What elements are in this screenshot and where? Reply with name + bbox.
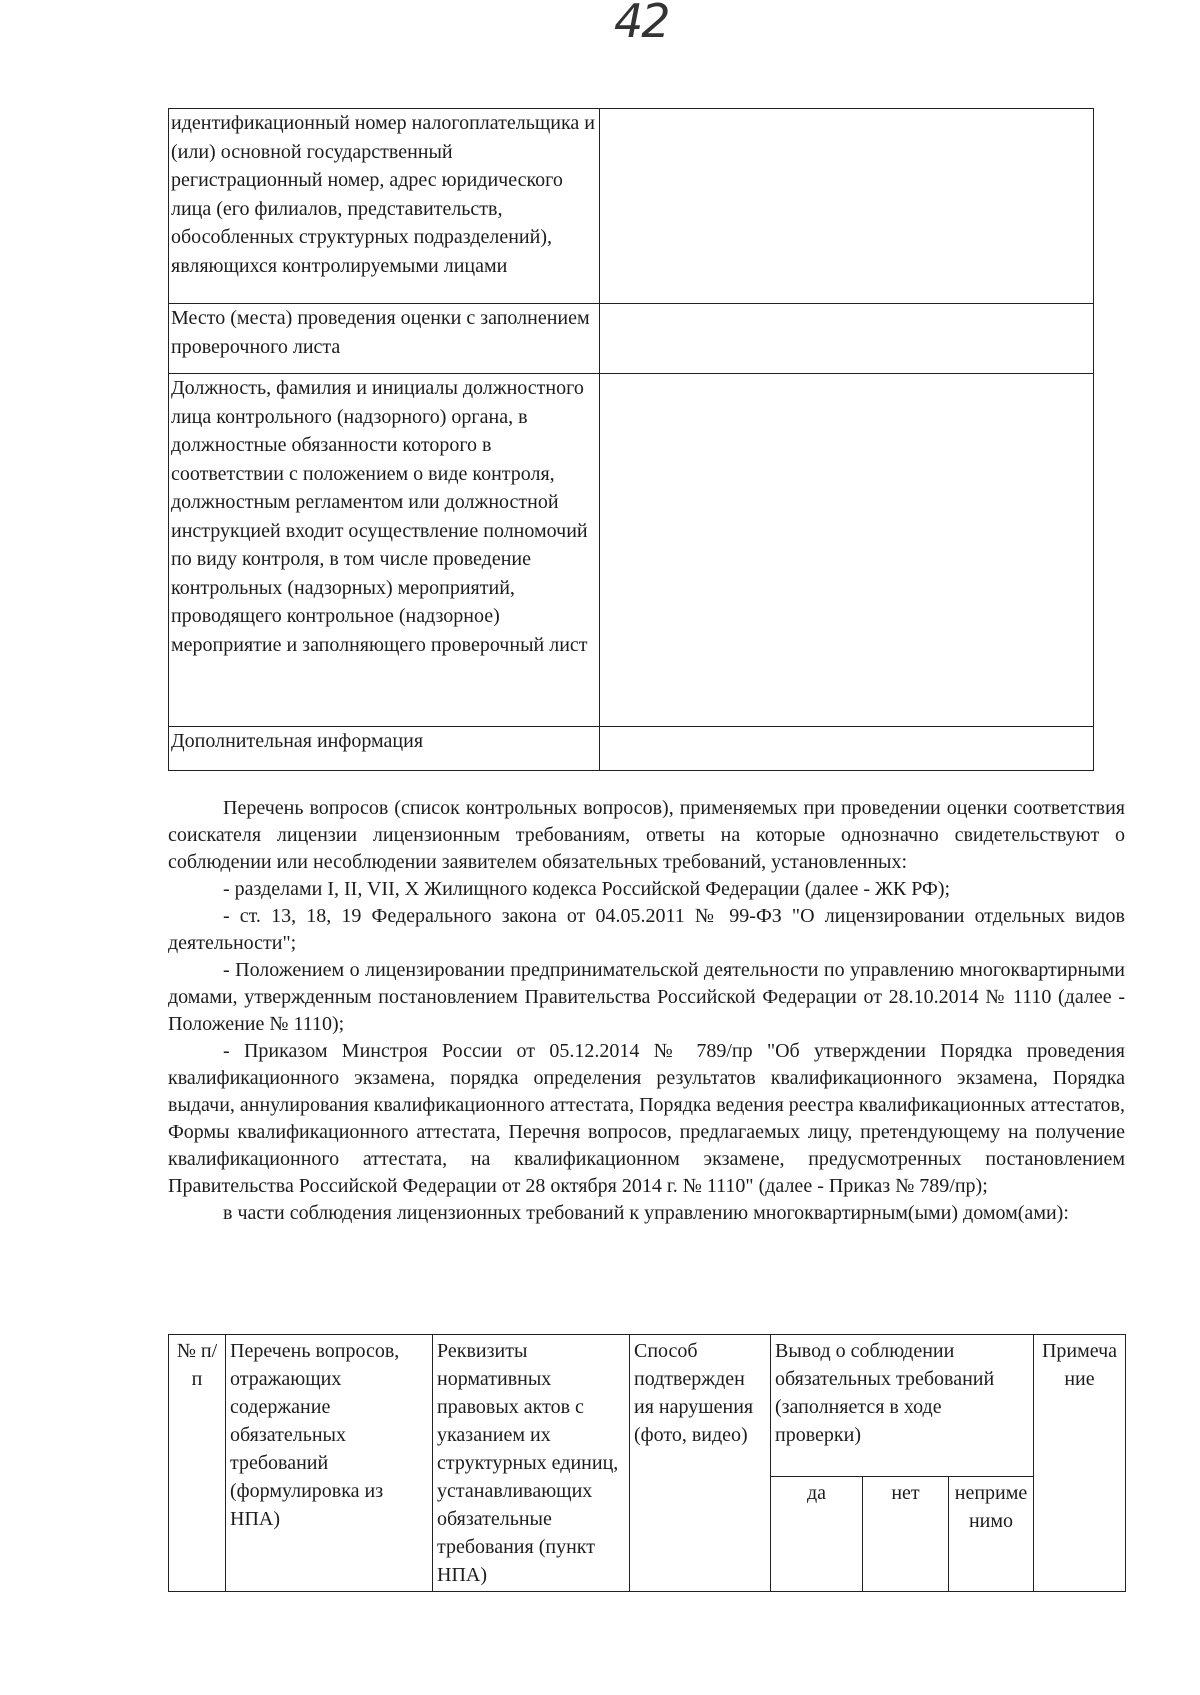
info-label: Дополнительная информация [169,727,600,771]
col-note: Примеча ние [1034,1335,1126,1592]
page-number: 42 [614,0,669,48]
regulation-item: - Приказом Минстроя России от 05.12.2014 № 789/пр "Об утверждении Порядка проведения квалификационного экзамена, порядка определения результатов квалификационного экзамена, Порядка выдачи, аннулирования квалификационного аттестата, Порядка ведения реестра квалификационных аттестатов, Формы квалификационного аттестата, Перечня вопросов, предлагаемых лицу, претендующему на получение квалификационного аттестата, на квалификационном экзамене, предусмотренных постановлением Правительства Российской Федерации от 28 октября 2014 г. № 1110" (далее - Приказ № 789/пр); [168,1040,1125,1197]
col-yes: да [771,1477,863,1592]
checklist-intro [168,795,1125,1227]
info-row [169,727,1094,771]
info-label: Должность, фамилия и инициалы должностного лица контрольного (надзорного) органа, в должностные обязанности которого в соответствии с положением о виде контроля, должностным регламентом или должностной инструкцией входит осуществление полномочий по виду контроля, в том числе проведение контрольных (надзорных) мероприятий, проводящего контрольное (надзорное) мероприятие и заполняющего проверочный лист [169,374,600,727]
info-value [600,109,1094,304]
info-row [169,374,1094,727]
col-questions: Перечень вопросов, отражающих содержание обязательных требований (формулировка из НПА) [226,1335,433,1592]
regulation-item: - Положением о лицензировании предпринимательской деятельности по управлению многоквартирными домами, утвержденным постановлением Правительства Российской Федерации от 28.10.2014 № 1110 (далее - Положение № 1110); [168,959,1125,1035]
col-no: нет [863,1477,949,1592]
col-requisites: Реквизиты нормативных правовых актов с указанием их структурных единиц, устанавливающих обязательные требования (пункт НПА) [433,1335,630,1592]
regulation-item: - ст. 13, 18, 19 Федерального закона от 04.05.2011 № 99-ФЗ "О лицензировании отдельных видов деятельности"; [168,905,1125,954]
info-value [600,727,1094,771]
info-label: идентификационный номер налогоплательщика и (или) основной государственный регистрационный номер, адрес юридического лица (его филиалов, представительств, обособленных структурных подразделений), являющихся контролируемыми лицами [169,109,600,304]
info-row [169,304,1094,374]
col-method: Способ подтвержден ия нарушения (фото, видео) [630,1335,771,1592]
regulation-item: - разделами I, II, VII, X Жилищного кодекса Российской Федерации (далее - ЖК РФ); [223,878,951,900]
info-value [600,304,1094,374]
col-not-applicable: неприме нимо [949,1477,1034,1592]
scope-paragraph: в части соблюдения лицензионных требований к управлению многоквартирным(ыми) домом(ами): [223,1202,1069,1224]
info-row [169,109,1094,304]
intro-paragraph: Перечень вопросов (список контрольных вопросов), применяемых при проведении оценки соответствия соискателя лицензии лицензионным требованиям, ответы на которые однозначно свидетельствуют о соблюдении или несоблюдении заявителем обязательных требований, установленных: [168,797,1125,873]
col-conclusion: Вывод о соблюдении обязательных требований (заполняется в ходе проверки) [771,1335,1034,1477]
col-number: № п/п [169,1335,226,1592]
info-label: Место (места) проведения оценки с заполнением проверочного листа [169,304,600,374]
info-table [168,108,1094,771]
checklist-table [168,1334,1126,1592]
info-value [600,374,1094,727]
